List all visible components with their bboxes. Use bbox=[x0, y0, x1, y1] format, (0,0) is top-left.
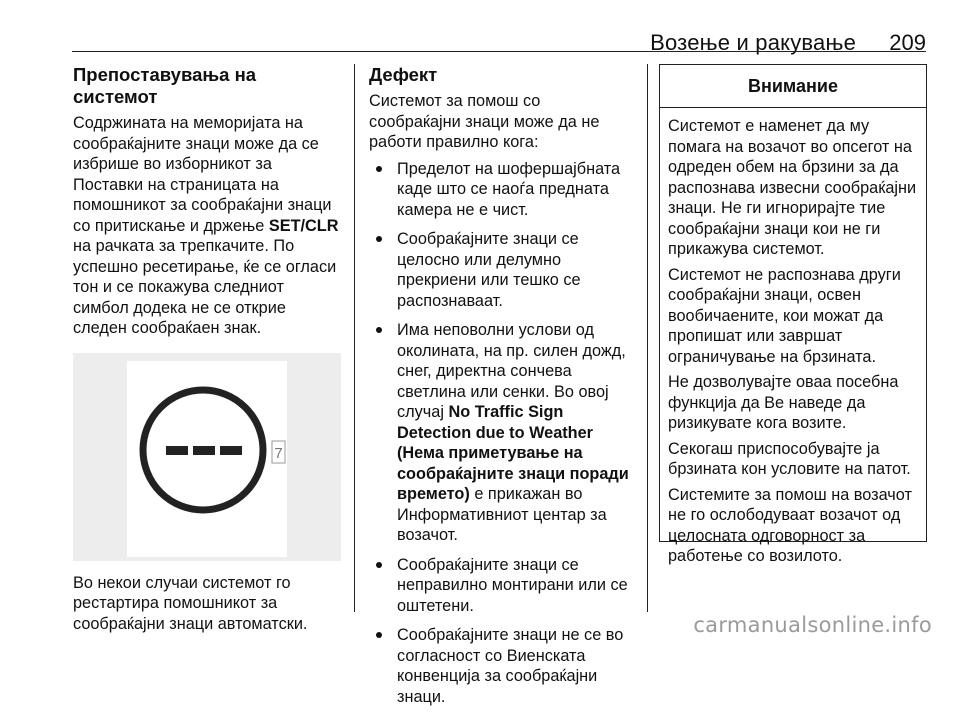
warning-paragraph: Секогаш приспособувајте ја брзината кон условите на патот. bbox=[668, 439, 911, 478]
watermark: carmanualsonline.info bbox=[693, 613, 932, 637]
bullet-dot-icon bbox=[376, 562, 382, 568]
section-heading-malfunction bbox=[369, 64, 631, 86]
symbol-figure bbox=[73, 353, 341, 561]
reset-text-start: Содржината на меморијата на сообраќајните знаци може да се избрише во изборникот за Поставки на страницата на помошникот за сообраќајни знаци со притискање и држење bbox=[73, 114, 332, 235]
list-item-text: Сообраќајните знаци не се во согласност со Виенската конвенција за сообраќајни знаци. bbox=[397, 626, 624, 706]
restart-paragraph: Во некои случаи системот го рестартира помошникот за сообраќајни знаци автоматски. bbox=[73, 573, 308, 633]
warning-paragraph: Не дозволувајте оваа посебна функција да Ве наведе да ризикувате кога возите. bbox=[668, 373, 899, 432]
warning-body bbox=[660, 108, 926, 567]
bullet-dot-icon bbox=[376, 327, 382, 333]
list-item-text-start: Има неповолни услови од околината, на пр. силен дожд, снег, директна сончева светлина или сенки. Во овој случај bbox=[397, 321, 626, 421]
figure-canvas bbox=[73, 353, 341, 561]
page-number: 209 bbox=[889, 30, 926, 55]
reset-text-end: на рачката за трепкачите. По успешно ресетирање, ќе се огласи тон и се покажува следниот симбол додека не се открие следен сообраќаен знак. bbox=[73, 237, 337, 337]
warning-paragraph: Системот не распознава други сообраќајни знаци, освен вообичаените, кои можат да пропишат или завршат ограничување на брзината. bbox=[668, 265, 901, 366]
warning-box bbox=[659, 64, 927, 565]
list-item-text-end: е прикажан во Информативниот центар за возачот. bbox=[397, 485, 607, 544]
column-divider-right bbox=[647, 64, 648, 612]
list-item bbox=[369, 159, 631, 221]
set-clr-label: SET/CLR bbox=[268, 216, 339, 235]
list-item bbox=[369, 229, 631, 311]
column-middle bbox=[369, 64, 631, 716]
column-divider-left bbox=[354, 64, 355, 612]
heading-text: Дефект bbox=[369, 64, 438, 85]
list-item bbox=[369, 555, 631, 617]
list-item-text: Сообраќајните знаци се целосно или делумно прекриени или тешко се распознаваат. bbox=[397, 230, 581, 310]
figure-badge-number: 7 bbox=[274, 444, 283, 462]
figure-badge-icon bbox=[272, 441, 285, 463]
reset-paragraph bbox=[73, 113, 343, 339]
heading-text: Препоставувања на системот bbox=[73, 64, 257, 107]
header-divider bbox=[72, 51, 926, 52]
list-item bbox=[369, 320, 631, 546]
warning-paragraph: Системите за помош на возачот не го ослободуваат возачот од целосната одговорност за работење со возилото. bbox=[668, 485, 912, 565]
section-title: Возење и ракување bbox=[650, 30, 856, 55]
column-left bbox=[73, 64, 343, 634]
bullet-dot-icon bbox=[376, 236, 382, 242]
warning-title: Внимание bbox=[660, 65, 926, 108]
malfunction-intro: Системот за помош со сообраќајни знаци може да не работи правилно кога: bbox=[369, 92, 600, 151]
warning-paragraph: Системот е наменет да му помага на возачот во опсегот на одреден обем на брзини за да распознава извесни сообраќајни знаци. Не ги игнорирајте тие сообраќајни знаци кои не ги прикажува системот. bbox=[668, 117, 917, 258]
weather-message: No Traffic Sign Detection due to Weather (Нема приметување на сообраќајните знаци поради времето) bbox=[397, 403, 629, 503]
page-header bbox=[72, 30, 926, 55]
bullet-dot-icon bbox=[376, 166, 382, 172]
section-heading-reset bbox=[73, 64, 343, 108]
list-item bbox=[369, 625, 631, 707]
list-item-text: Сообраќајните знаци се неправилно монтирани или се оштетени. bbox=[397, 555, 628, 615]
list-item-text: Пределот на шофершајбната каде што се наоѓа предната камера не е чист. bbox=[397, 159, 621, 219]
malfunction-list bbox=[369, 159, 631, 708]
bullet-dot-icon bbox=[376, 632, 382, 638]
